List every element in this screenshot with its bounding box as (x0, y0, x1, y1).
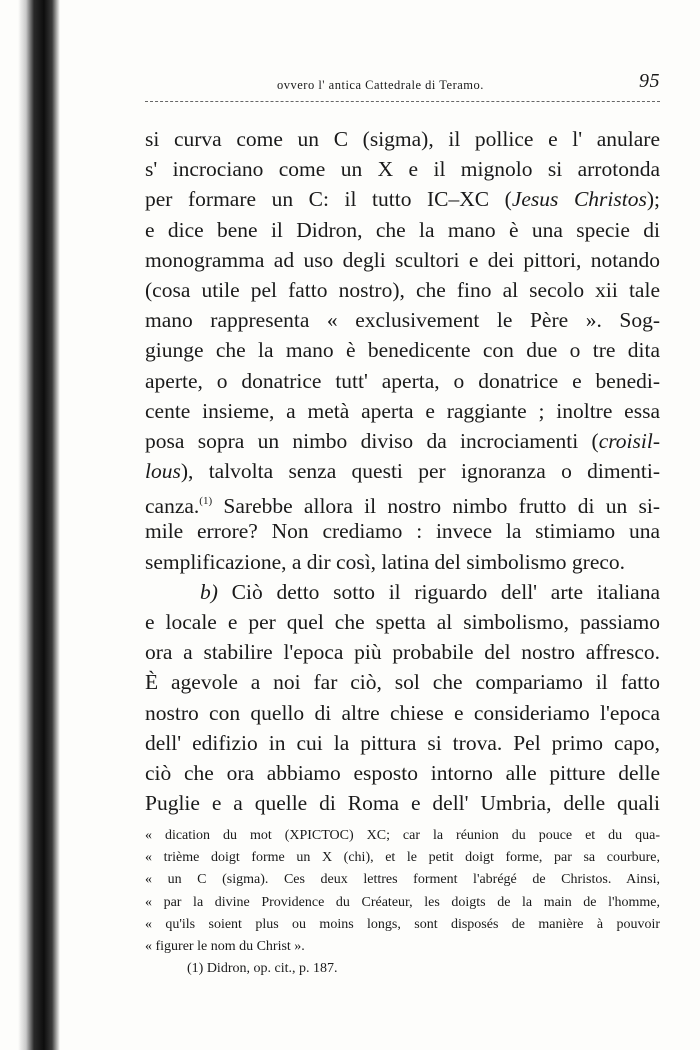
text-line (145, 516, 660, 546)
text-span: mano rappresenta « exclusivement le Père ». Sog- (145, 308, 660, 333)
text-line (145, 184, 660, 214)
text-span: s' incrociano come un X e il mignolo si arrotonda (145, 157, 660, 182)
text-line (145, 788, 660, 818)
text-span: cente insieme, a metà aperta e raggiante ; inoltre essa (145, 398, 660, 423)
text-span: canza. (145, 494, 200, 519)
footnote-line: « par la divine Providence du Créateur, les doigts de la main de l'homme, (145, 894, 660, 910)
running-head (145, 70, 660, 96)
text-line (145, 577, 660, 607)
text-line (145, 547, 660, 577)
footnote-line: « figurer le nom du Christ ». (145, 938, 305, 954)
text-line (145, 456, 660, 486)
footnote-marker: (1) (199, 495, 213, 508)
main-text (145, 124, 660, 818)
text-span: aperte, o donatrice tutt' aperta, o donatrice e benedi- (145, 368, 660, 393)
text-line (145, 124, 660, 154)
book-binding-shadow (0, 0, 60, 1050)
text-line (145, 396, 660, 426)
footnote-line: « qu'ils soient plus ou moins longs, sont disposés de manière à pouvoir (145, 916, 660, 932)
running-title: ovvero l' antica Cattedrale di Teramo. (277, 78, 484, 92)
text-span: dell' edifizio in cui la pittura si trova. Pel primo capo, (145, 730, 660, 755)
text-line (145, 275, 660, 305)
header-rule (145, 101, 660, 102)
text-line (145, 667, 660, 697)
text-line (145, 426, 660, 456)
text-span: nostro con quello di altre chiese e consideriamo l'epoca (145, 700, 660, 725)
text-line (145, 607, 660, 637)
text-line (145, 335, 660, 365)
text-span: ); (646, 187, 660, 212)
text-span: si curva come un C (sigma), il pollice e l' anulare (145, 127, 660, 151)
text-span: ciò che ora abbiamo esposto intorno alle pitture delle (145, 760, 660, 785)
italic-span: Jesus Christos (511, 187, 647, 212)
text-span: ), talvolta senza questi per ignoranza o dimenti- (180, 459, 660, 484)
text-span: Sarebbe allora il nostro nimbo frutto di un si- (212, 494, 660, 519)
page-number: 95 (639, 70, 660, 92)
text-span: (cosa utile pel fatto nostro), che fino al secolo xii tale (145, 277, 660, 302)
italic-span: b) (200, 579, 218, 604)
footnote-line: « trième doigt forme un X (chi), et le petit doigt forme, par sa courbure, (145, 850, 660, 866)
italic-span: croisil- (598, 428, 660, 453)
footnote-reference: (1) Didron, op. cit., p. 187. (187, 961, 338, 977)
text-line (145, 215, 660, 245)
text-line (145, 366, 660, 396)
text-span: Ciò detto sotto il riguardo dell' arte italiana (217, 579, 660, 604)
text-line (145, 245, 660, 275)
footnote-line: « un C (sigma). Ces deux lettres forment l'abrégé de Christos. Ainsi, (145, 872, 660, 888)
text-span: semplificazione, a dir così, latina del simbolismo greco. (145, 549, 626, 574)
text-line (145, 486, 660, 519)
text-span: Puglie e a quelle di Roma e dell' Umbria, delle quali (145, 791, 660, 816)
footnote-line: « dication du mot (XPICTOC) XC; car la réunion du pouce et du qua- (145, 828, 660, 843)
text-span: È agevole a noi far ciò, sol che compariamo il fatto (145, 670, 660, 695)
text-span: mile errore? Non crediamo : invece la stimiamo una (145, 519, 660, 544)
italic-span: lous (145, 459, 181, 484)
text-line (145, 728, 660, 758)
text-span: e locale e per quel che spetta al simbolismo, passiamo (145, 610, 660, 634)
text-span: ora a stabilire l'epoca più probabile del nostro affresco. (145, 640, 660, 665)
footnotes (145, 825, 660, 980)
text-span: per formare un C: il tutto IC–XC ( (145, 187, 512, 212)
text-span: e dice bene il Didron, che la mano è una specie di (145, 217, 660, 242)
text-line (145, 758, 660, 788)
text-line (145, 698, 660, 728)
text-span: giunge che la mano è benedicente con due o tre dita (145, 338, 660, 363)
text-line (145, 154, 660, 184)
text-line (145, 637, 660, 667)
text-line (145, 305, 660, 335)
text-span: posa sopra un nimbo diviso da incrociamenti ( (145, 428, 599, 453)
text-span: monogramma ad uso degli scultori e dei pittori, notando (145, 247, 660, 272)
